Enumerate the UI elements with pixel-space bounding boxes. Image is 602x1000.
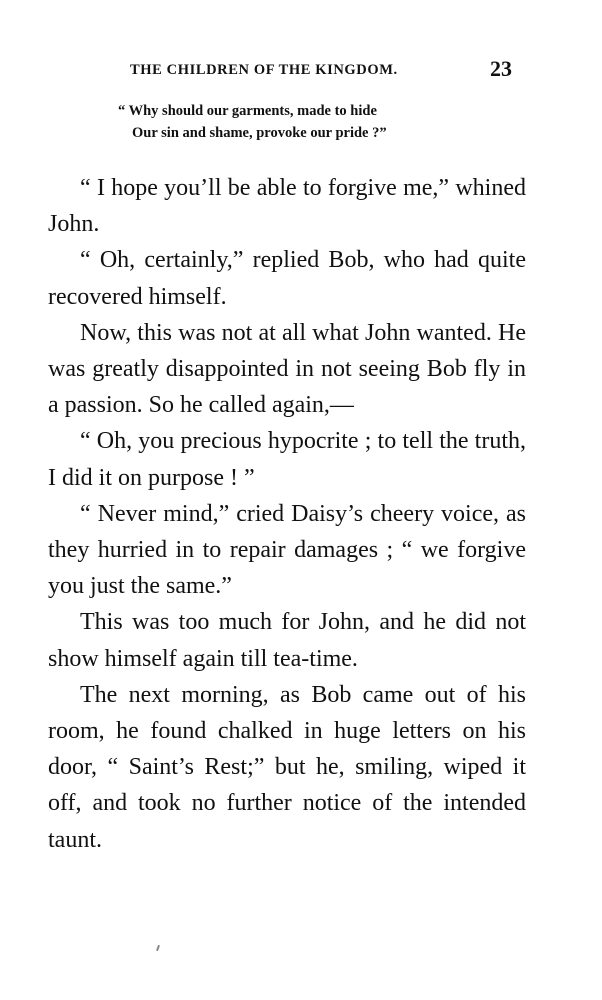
paragraph-7: The next morning, as Bob came out of his room, he found chalked in huge letters on his door, “ Saint’s Rest;” but he, smiling, wiped it off, and took no further notice of the intended taunt. [48, 681, 526, 853]
paragraph-6: This was too much for John, and he did not show himself again till tea-time. [48, 609, 526, 672]
paragraph-5: “ Never mind,” cried Daisy’s cheery voice, as they hurried in to repair damages ; “ we forgive you just the same.” [48, 500, 526, 600]
paragraph-1: “ I hope you’ll be able to forgive me,” whined John. [48, 175, 526, 238]
epigraph-line-2: Our sin and shame, provoke our pride ?” [132, 125, 387, 141]
body-text [48, 170, 526, 858]
page-number: 23 [490, 56, 512, 81]
paragraph-3: Now, this was not at all what John wanted. He was greatly disappointed in not seeing Bob fly in a passion. So he called again,— [48, 319, 526, 419]
paragraph-4: “ Oh, you precious hypocrite ; to tell the truth, I did it on purpose ! ” [48, 428, 526, 491]
paragraph-2: “ Oh, certainly,” replied Bob, who had quite recovered himself. [48, 247, 526, 310]
ink-speck [156, 945, 160, 951]
page-header [0, 56, 602, 86]
running-title: THE CHILDREN OF THE KINGDOM. [130, 62, 398, 78]
epigraph-line-1: “ Why should our garments, made to hide [118, 103, 377, 119]
